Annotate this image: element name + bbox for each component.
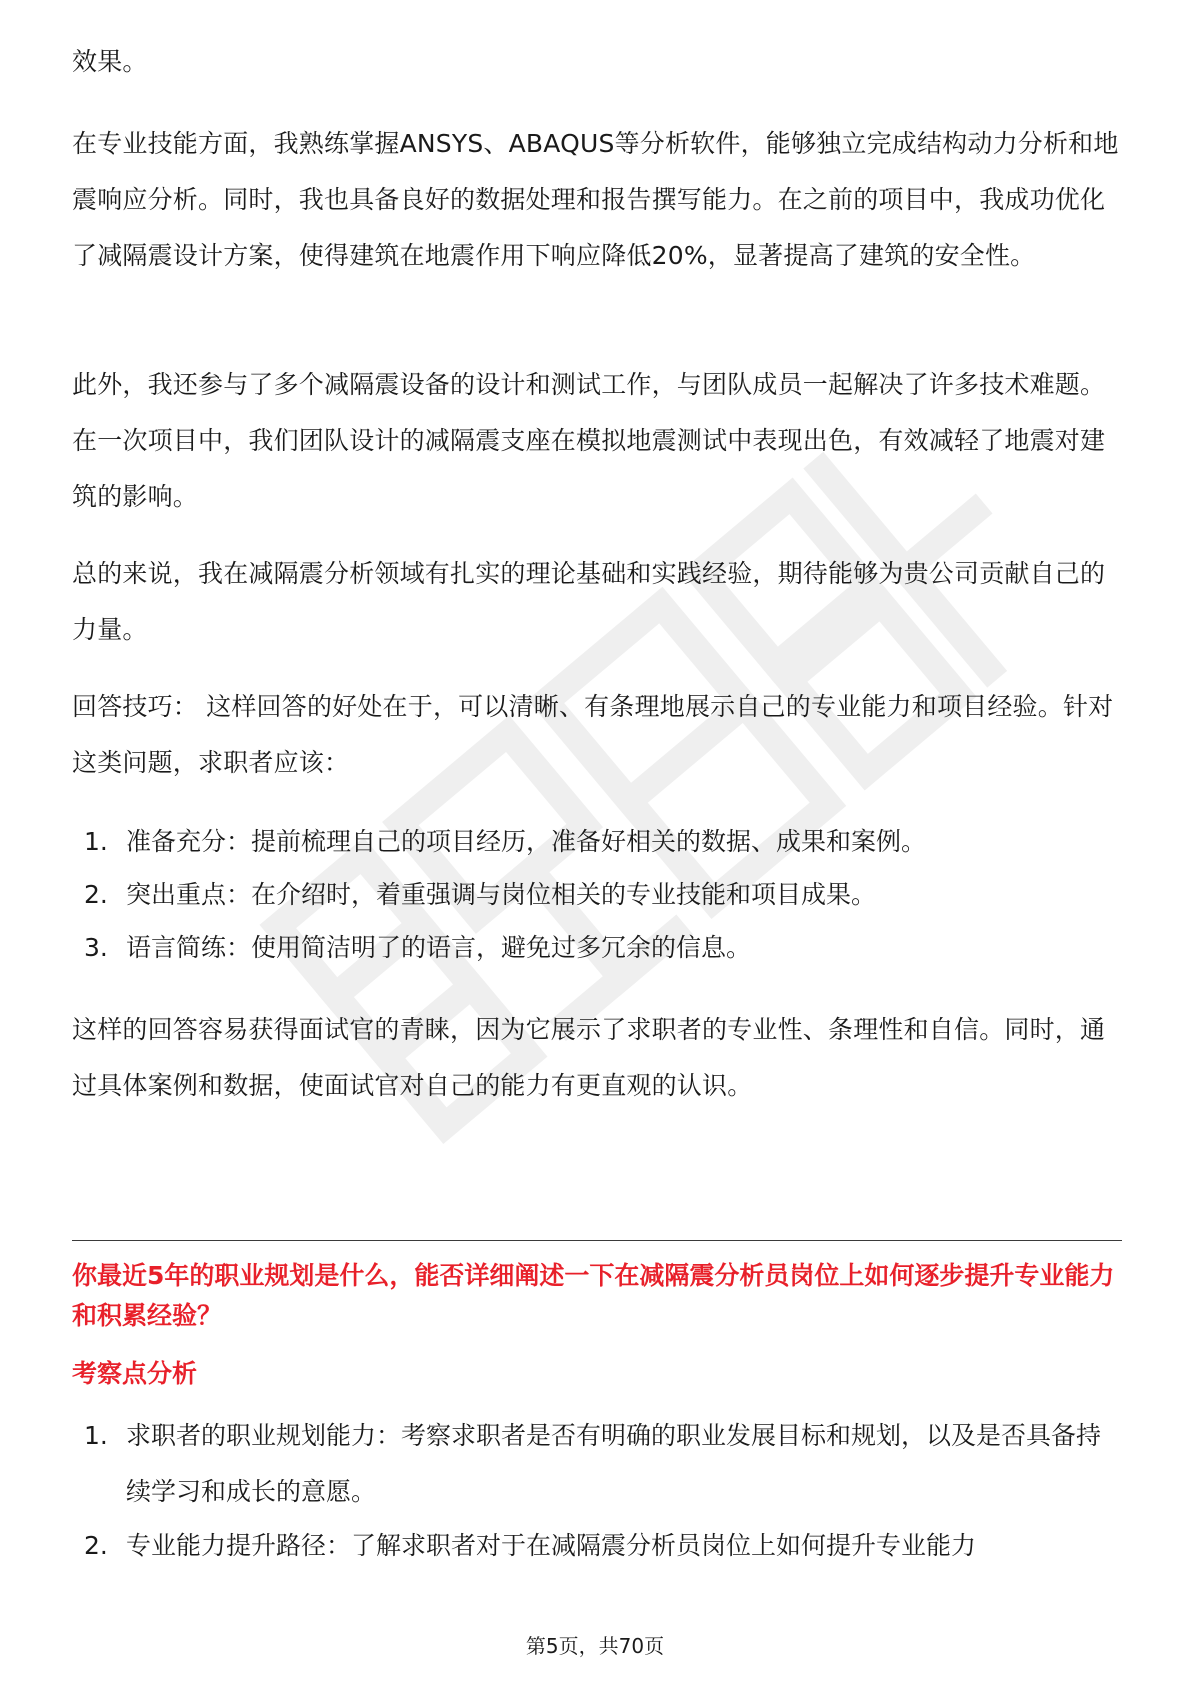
list-number: 1. (84, 827, 108, 856)
paragraph-continuation: 效果。 (72, 47, 148, 76)
list-text: 准备充分：提前梳理自己的项目经历，准备好相关的数据、成果和案例。 (126, 827, 927, 856)
analysis-heading: 考察点分析 (72, 1359, 198, 1388)
list-text: 求职者的职业规划能力：考察求职者是否有明确的职业发展目标和规划，以及是否具备持续学习和成长的意愿。 (126, 1421, 1102, 1506)
paragraph-summary: 总的来说，我在减隔震分析领域有扎实的理论基础和实践经验，期待能够为贵公司贡献自己的力量。 (72, 559, 1106, 644)
list-item (84, 867, 1124, 923)
list-number: 2. (84, 1531, 108, 1560)
section-divider (72, 1240, 1122, 1241)
list-item (84, 1518, 1124, 1574)
paragraph-conclusion: 这样的回答容易获得面试官的青睐，因为它展示了求职者的专业性、条理性和自信。同时，通过具体案例和数据，使面试官对自己的能力有更直观的认识。 (72, 1015, 1106, 1100)
list-text: 专业能力提升路径：了解求职者对于在减隔震分析员岗位上如何提升专业能力 (126, 1531, 977, 1560)
paragraph-answer-tips: 回答技巧： 这样回答的好处在于，可以清晰、有条理地展示自己的专业能力和项目经验。针对这类问题，求职者应该： (72, 692, 1114, 777)
question-heading: 你最近5年的职业规划是什么，能否详细阐述一下在减隔震分析员岗位上如何逐步提升专业能力和积累经验？ (72, 1261, 1115, 1330)
list-item (84, 814, 1124, 870)
paragraph-skills: 在专业技能方面，我熟练掌握ANSYS、ABAQUS等分析软件，能够独立完成结构动力分析和地震响应分析。同时，我也具备良好的数据处理和报告撰写能力。在之前的项目中，我成功优化了减隔震设计方案，使得建筑在地震作用下响应降低20%，显著提高了建筑的安全性。 (72, 129, 1119, 270)
paragraph-additional: 此外，我还参与了多个减隔震设备的设计和测试工作，与团队成员一起解决了许多技术难题。在一次项目中，我们团队设计的减隔震支座在模拟地震测试中表现出色，有效减轻了地震对建筑的影响。 (72, 370, 1106, 511)
list-item (84, 1408, 1124, 1520)
list-number: 2. (84, 880, 108, 909)
list-number: 1. (84, 1421, 108, 1450)
list-text: 突出重点：在介绍时，着重强调与岗位相关的专业技能和项目成果。 (126, 880, 877, 909)
page-footer: 第5页，共70页 (525, 1634, 665, 1658)
list-item (84, 920, 1124, 976)
list-text: 语言简练：使用简洁明了的语言，避免过多冗余的信息。 (126, 933, 752, 962)
list-number: 3. (84, 933, 108, 962)
